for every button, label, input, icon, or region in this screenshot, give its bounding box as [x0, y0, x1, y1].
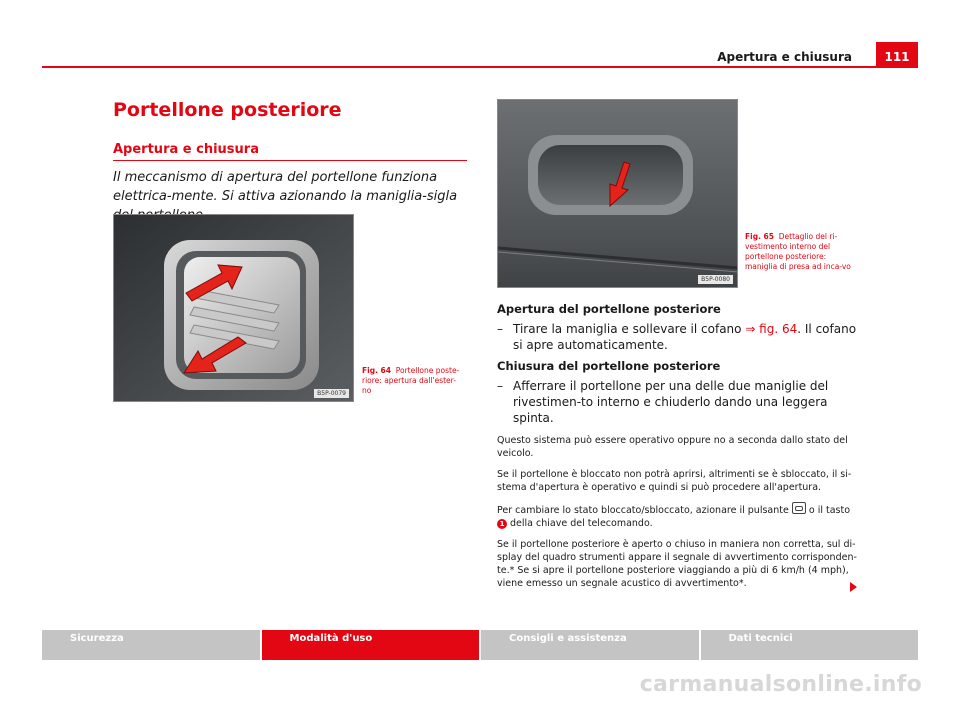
figure-code: B5P-0080: [698, 275, 733, 284]
page-number: 111: [876, 42, 918, 66]
subsection-rule: [113, 160, 467, 161]
figure-65-caption: Fig. 65 Dettaglio del ri-vestimento interno del portellone posteriore: maniglia di presa ad inca-vo: [745, 232, 851, 271]
running-header: Apertura e chiusura: [717, 50, 852, 64]
opening-step: – Tirare la maniglia e sollevare il cofano ⇒ fig. 64. Il cofano si apre automaticamente.: [497, 322, 857, 352]
tailgate-exterior-illustration: [114, 215, 354, 402]
subsection-title: Apertura e chiusura: [113, 142, 259, 157]
instructions-column: [497, 302, 863, 590]
header-rule: [42, 66, 918, 68]
tailgate-interior-handle-illustration: [498, 100, 738, 288]
watermark: carmanualsonline.info: [639, 672, 922, 697]
figure-code: B5P-0079: [314, 389, 349, 398]
figure-64-caption: Fig. 64 Portellone poste-riore: apertura dall'ester-no: [362, 366, 460, 395]
closing-heading: Chiusura del portellone posteriore: [497, 359, 721, 373]
paragraph-locked-state: Se il portellone è bloccato non potrà aprirsi, altrimenti se è sbloccato, il si-stema d'apertura è operativo e quindi si può procedere all'apertura.: [497, 469, 852, 493]
tab-dati-tecnici[interactable]: Dati tecnici: [701, 630, 919, 660]
continued-arrow-icon: [850, 582, 857, 592]
section-title: Portellone posteriore: [113, 99, 342, 121]
tab-consigli-assistenza[interactable]: Consigli e assistenza: [481, 630, 699, 660]
tab-sicurezza[interactable]: Sicurezza: [42, 630, 260, 660]
chapter-tabs: [42, 630, 918, 660]
tailgate-button-icon: [792, 502, 806, 514]
tab-modalita-uso[interactable]: Modalità d'uso: [262, 630, 480, 660]
figure-64-image: [113, 214, 354, 402]
opening-heading: Apertura del portellone posteriore: [497, 302, 721, 316]
key-number-badge: 1: [497, 519, 507, 529]
figure-reference-link[interactable]: ⇒ fig. 64: [745, 322, 798, 336]
figure-65-image: [497, 99, 738, 288]
closing-step: – Afferrare il portellone per una delle due maniglie del rivestimen-to interno e chiuderlo dando una leggera spinta.: [497, 379, 829, 425]
paragraph-availability: Questo sistema può essere operativo oppure no a seconda dallo stato del veicolo.: [497, 435, 848, 459]
paragraph-warning: Se il portellone posteriore è aperto o chiuso in maniera non corretta, sul di-splay del quadro strumenti appare il segnale di avvertimento corrisponden-te.* Se si apre il portellone posteriore viaggiando a più di 6 km/h (4 mph), viene emesso un segnale acustico di avvertimento*.: [497, 539, 857, 589]
intro-text: Il meccanismo di apertura del portellone funziona elettrica-mente. Si attiva azionando la maniglia-sigla: [113, 170, 458, 204]
paragraph-toggle-lock: Per cambiare lo stato bloccato/sbloccato, azionare il pulsante o il tasto 1 della chiave del telecomando.: [497, 502, 863, 530]
